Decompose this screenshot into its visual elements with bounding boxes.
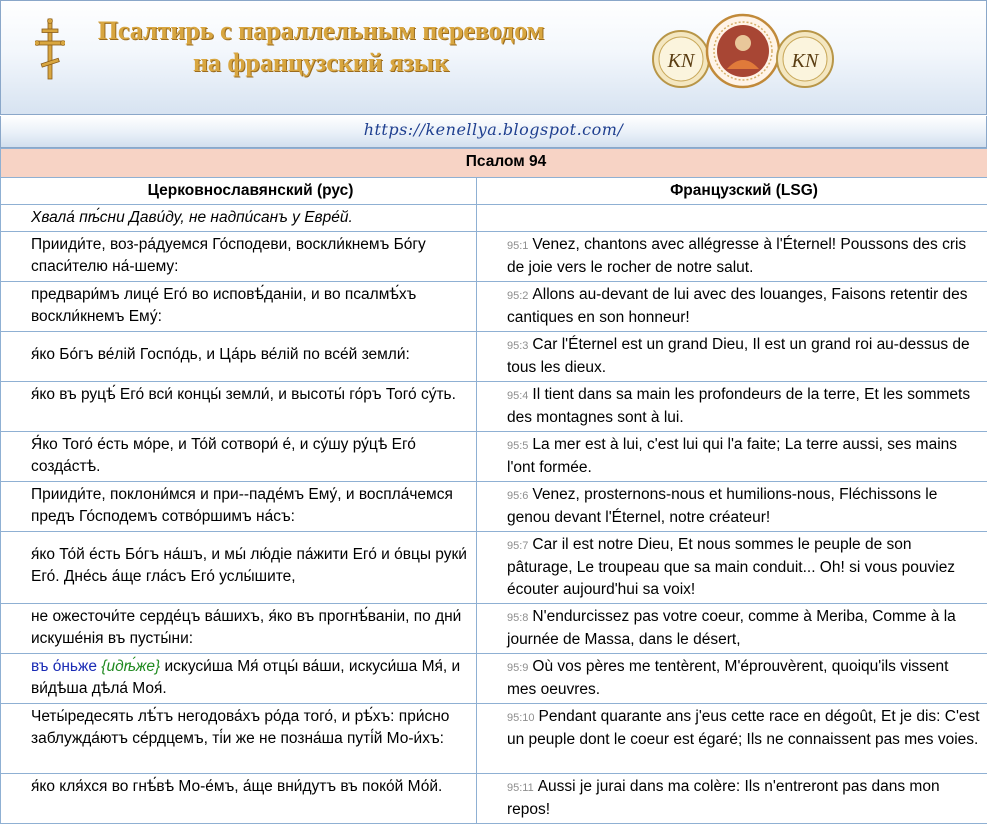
verse-number: 95:8 [507, 612, 528, 624]
verse-french-text: Venez, chantons avec allégresse à l'Éternel! Poussons des cris de joie vers le rocher de notre salut. [507, 236, 966, 276]
header-banner [0, 0, 987, 115]
logo-group [651, 11, 835, 101]
kn-logo-left-icon [653, 31, 709, 87]
verse-french-text: Car il est notre Dieu, Et nous sommes le peuple de son pâturage, Le troupeau que sa main conduit... Oh! si vous pouviez écouter aujourd'hui sa voix! [507, 536, 955, 598]
verse-slavonic: Прииди́те, поклони́мся и при--паде́мъ Ему́, и воспла́чемся предъ Го́сподемъ сотво́ршимъ на́съ: [1, 482, 477, 532]
verse-slavonic: Четы́редесять лѣ́тъ негодова́хъ ро́да того́, и рѣ́хъ: при́сно заблужда́ютъ се́рдцемъ, ті́и же не позна́ша путі́й Мо-и́хъ: [1, 704, 477, 774]
verse-slavonic: Я́ко Того́ е́сть мо́ре, и То́й сотвори́ е́, и су́шу ру́цѣ Его́ созда́стѣ. [1, 432, 477, 482]
title-line-1: Псалтирь с параллельным переводом [61, 15, 581, 47]
column-header-french: Французский (LSG) [477, 178, 987, 205]
svg-text:KN: KN [667, 50, 696, 72]
verse-number: 95:5 [507, 440, 528, 452]
verse-french [477, 282, 987, 332]
verse-french-text: Il tient dans sa main les profondeurs de la terre, Et les sommets des montagnes sont à lui. [507, 386, 970, 426]
url-bar [0, 116, 987, 148]
column-header-row [1, 178, 987, 205]
verse-row [1, 604, 987, 654]
verse-french [477, 774, 987, 824]
verse-french-text: Car l'Éternel est un grand Dieu, Il est un grand roi au-dessus de tous les dieux. [507, 336, 970, 376]
verse-french [477, 654, 987, 704]
verse-slavonic: я́ко въ руцѣ́ Его́ вси́ концы́ земли́, и высоты́ го́ръ Того́ су́ть. [1, 382, 477, 432]
superscription-empty-cell [477, 205, 987, 232]
title-line-2: на французский язык [61, 47, 581, 79]
verse-slavonic: я́ко Бо́гъ ве́лій Госпо́дь, и Ца́рь ве́лій по все́й земли́: [1, 332, 477, 382]
verse-row [1, 654, 987, 704]
verse-french [477, 382, 987, 432]
verse-row [1, 332, 987, 382]
verse-number: 95:7 [507, 540, 528, 552]
verse-slavonic-text: искуси́ша Мя́ отцы́ ва́ши, искуси́ша Мя́, и ви́дѣша дѣла́ Моя́. [31, 658, 460, 697]
verse-number: 95:9 [507, 662, 528, 674]
verse-french-text: N'endurcissez pas votre coeur, comme à Meriba, Comme à la journée de Massa, dans le désert, [507, 608, 956, 648]
verse-french-text: Aussi je jurai dans ma colère: Ils n'entreront pas dans mon repos! [507, 778, 940, 818]
verse-french-text: Où vos pères me tentèrent, M'éprouvèrent, quoiqu'ils vissent mes oeuvres. [507, 658, 948, 698]
verse-row [1, 232, 987, 282]
blog-link[interactable]: https://kenellya.blogspot.com/ [1, 120, 986, 139]
verse-number: 95:1 [507, 240, 528, 252]
psalm-table [0, 148, 987, 824]
icon-medallion-center [707, 15, 779, 87]
verse-number: 95:6 [507, 490, 528, 502]
verse-french-text: Allons au-devant de lui avec des louanges, Faisons retentir des cantiques en son honneur! [507, 286, 968, 326]
verse-french-text: Pendant quarante ans j'eus cette race en dégoût, Et je dis: C'est un peuple dont le coeur est égaré; Ils ne connaissent pas mes voies. [507, 708, 980, 748]
verse-row [1, 482, 987, 532]
kn-logo-right-icon [777, 31, 833, 87]
verse-slavonic: Прииди́те, воз-ра́дуемся Го́сподеви, воскли́кнемъ Бо́гу спаси́телю на́-шему: [1, 232, 477, 282]
psalm-title-row [1, 149, 987, 178]
verse-slavonic: предвари́мъ лице́ Его́ во исповѣ́даніи, и во псалмѣ́хъ воскли́кнемъ Ему́: [1, 282, 477, 332]
svg-text:KN: KN [791, 50, 820, 72]
column-header-slavonic: Церковнославянский (рус) [1, 178, 477, 205]
verse-row [1, 532, 987, 604]
verse-row [1, 432, 987, 482]
verse-number: 95:10 [507, 712, 535, 724]
page-title [61, 15, 581, 79]
verse-french-text: La mer est à lui, c'est lui qui l'a faite; La terre aussi, ses mains l'ont formée. [507, 436, 957, 476]
superscription-text: Хвала́ пѣ́сни Дави́ду, не надпи́санъ у Евре́й. [1, 205, 477, 232]
psalm-title: Псалом 94 [1, 149, 987, 178]
verse-slavonic: я́ко То́й е́сть Бо́гъ на́шъ, и мы́ лю́діе па́жити Его́ и о́вцы руки́ Его́. Дне́сь а́ще гла́съ Его́ услы́шите, [1, 532, 477, 604]
verse-row [1, 774, 987, 824]
verse-number: 95:11 [507, 782, 534, 794]
verse-number: 95:4 [507, 390, 528, 402]
verse-number: 95:2 [507, 290, 528, 302]
verse-slavonic: я́ко кля́хся во гнѣ́вѣ Мо-е́мъ, а́ще вни́дутъ въ поко́й Мо́й. [1, 774, 477, 824]
superscription-row [1, 205, 987, 232]
verse-french-text: Venez, prosternons-nous et humilions-nous, Fléchissons le genou devant l'Éternel, notre créateur! [507, 486, 937, 526]
verse-slavonic-prefix: въ о́ньже [31, 658, 97, 675]
verse-french [477, 432, 987, 482]
verse-row [1, 704, 987, 774]
verse-french [477, 232, 987, 282]
verse-number: 95:3 [507, 340, 528, 352]
verse-french [477, 532, 987, 604]
verse-slavonic: не ожесточи́те серде́цъ ва́шихъ, я́ко въ прогнѣ́ваніи, по дни́ искуше́нія въ пусты́ни: [1, 604, 477, 654]
verse-row [1, 382, 987, 432]
verse-french [477, 604, 987, 654]
verse-row [1, 282, 987, 332]
verse-french [477, 704, 987, 774]
verse-slavonic [1, 654, 477, 704]
verse-french [477, 332, 987, 382]
verse-french [477, 482, 987, 532]
verse-slavonic-variant: {идѣ́же} [101, 658, 160, 675]
